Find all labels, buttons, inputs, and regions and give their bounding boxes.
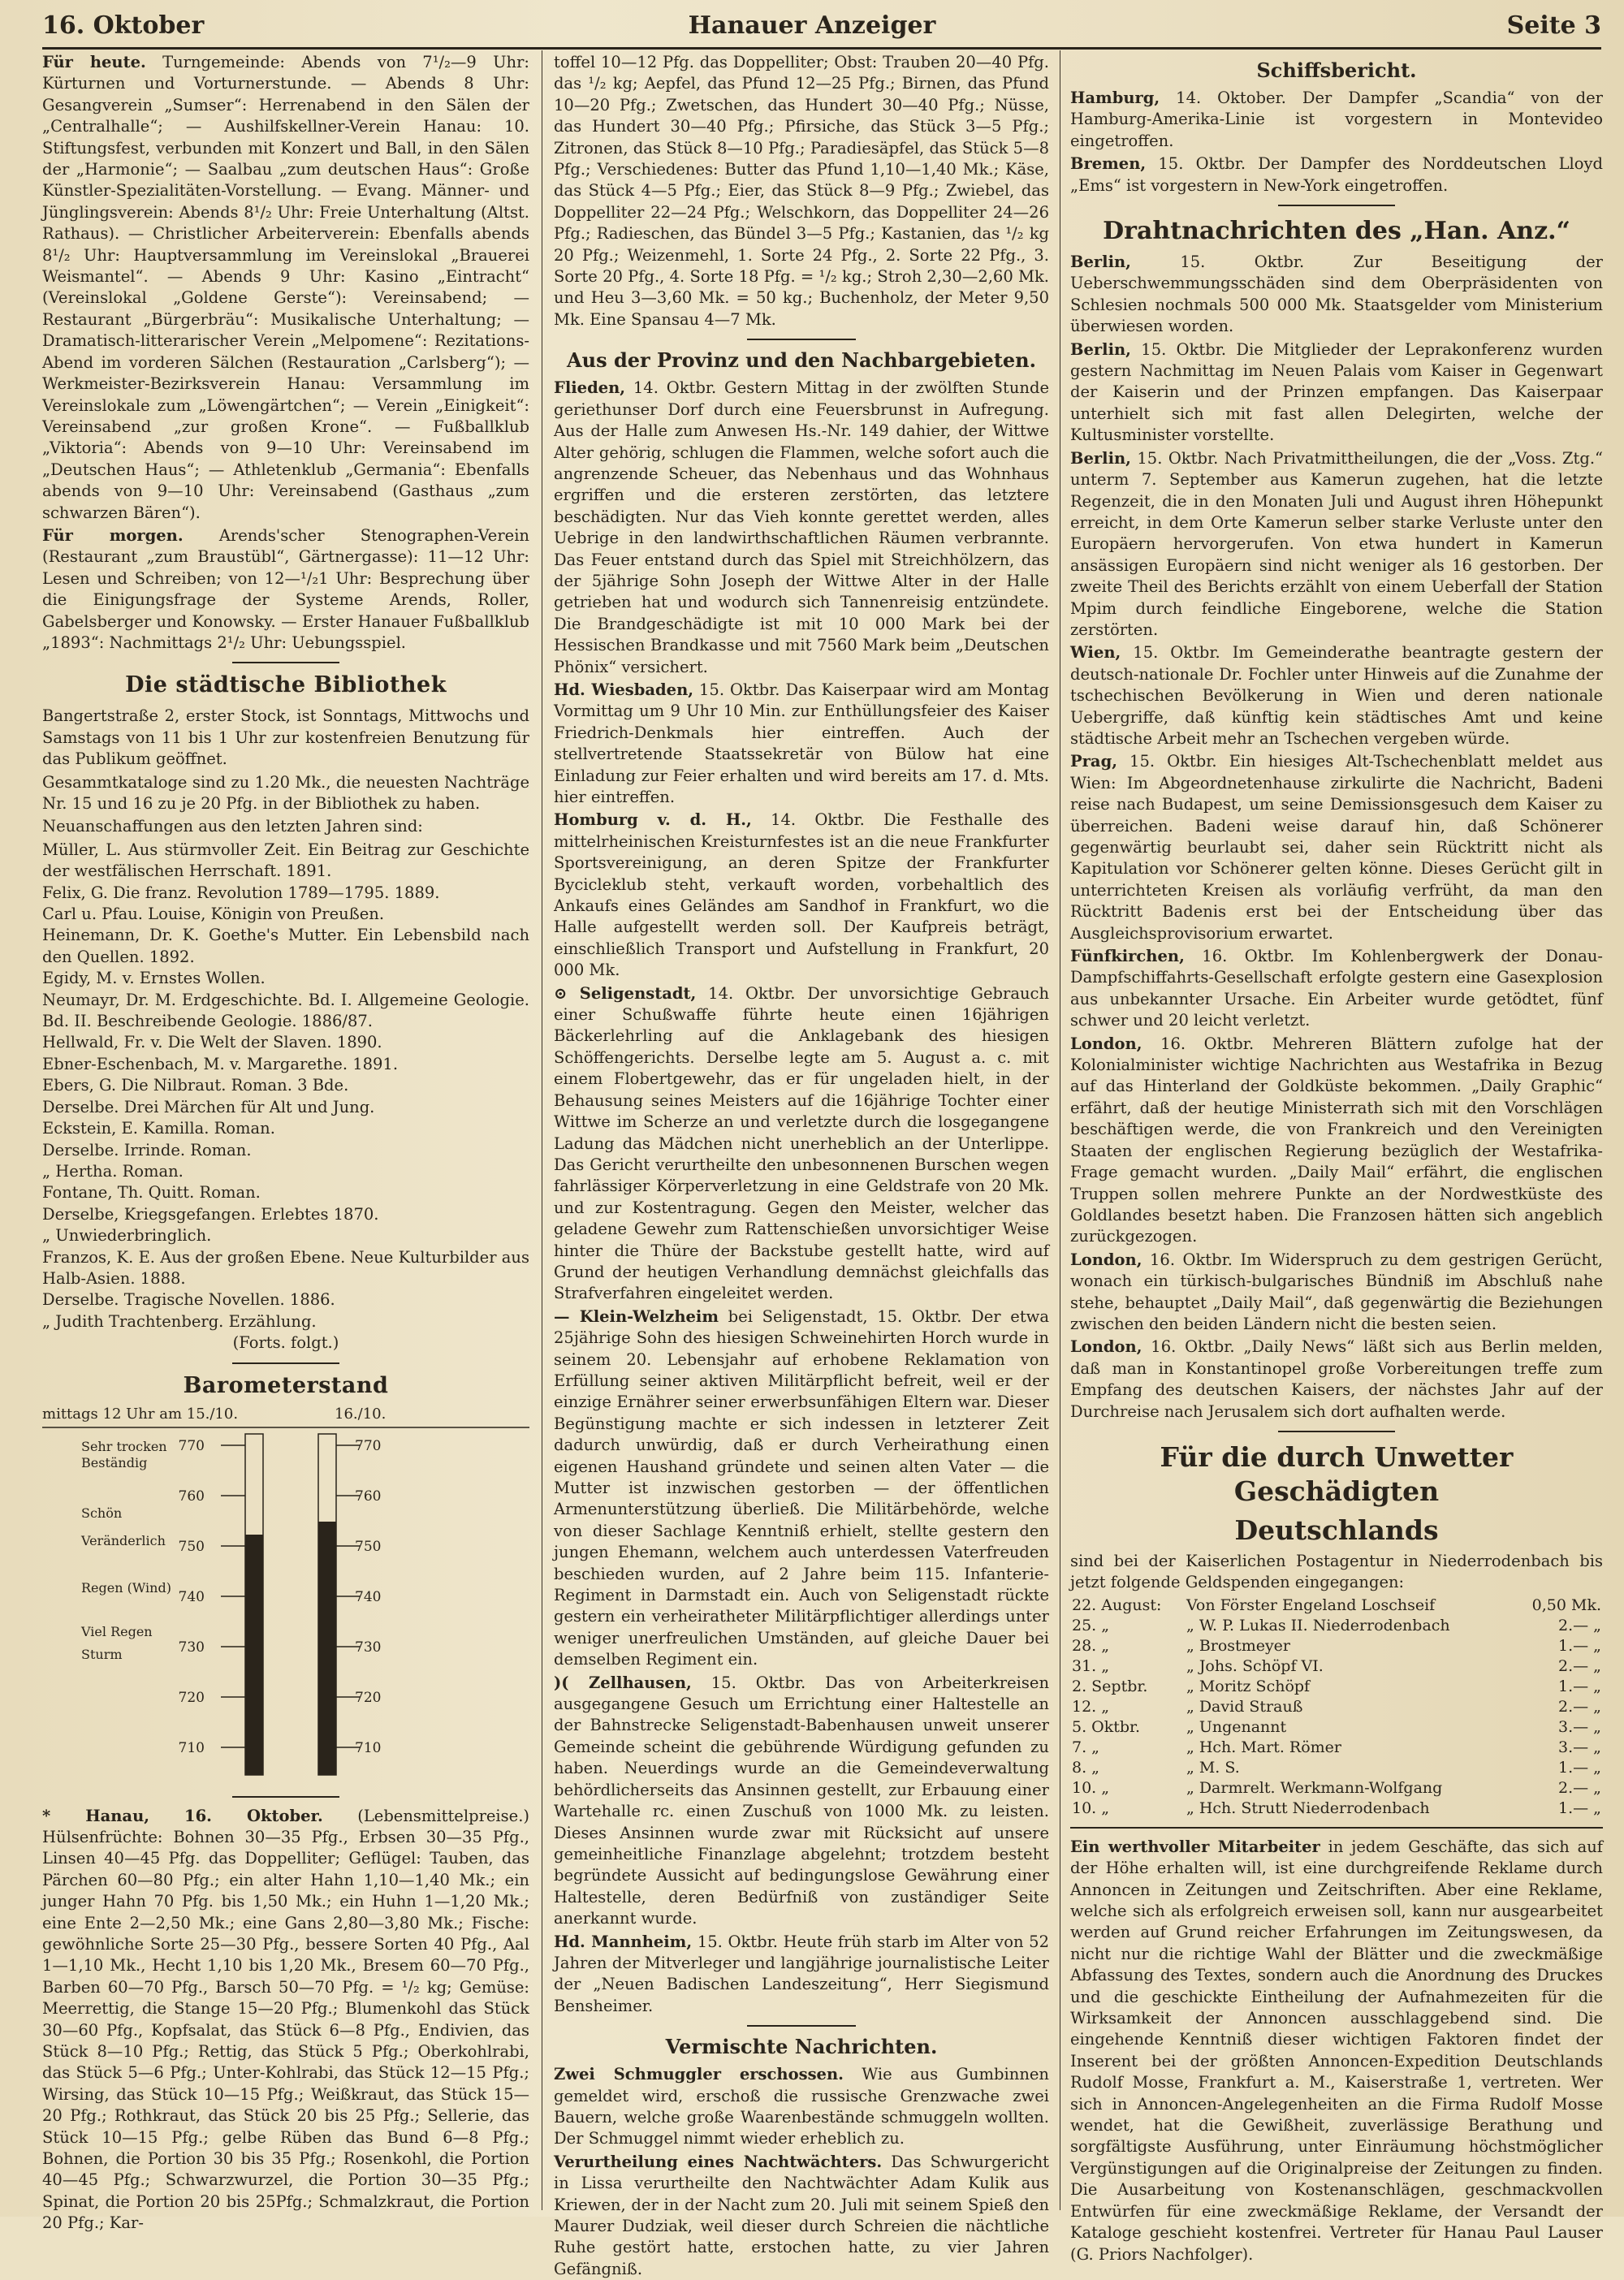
- donation-name: „ W. P. Lukas II. Niederrodenbach: [1186, 1616, 1450, 1634]
- barometer-tick-label: 720: [355, 1689, 382, 1706]
- separator: [1278, 205, 1395, 206]
- book-entry: Franzos, K. E. Aus der großen Ebene. Neue Kulturbilder aus Halb-Asien. 1888.: [42, 1247, 529, 1288]
- donation-date: 25. „: [1072, 1616, 1110, 1634]
- barometer-label: Sturm: [81, 1646, 123, 1662]
- barometer-label: Regen (Wind): [81, 1579, 171, 1596]
- book-entry: Derselbe. Drei Märchen für Alt und Jung.: [42, 1097, 375, 1116]
- book-entry: Felix, G. Die franz. Revolution 1789—1795. 1889.: [42, 883, 440, 902]
- province-heading: Aus der Provinz und den Nachbargebieten.: [567, 348, 1036, 373]
- separator: [232, 1796, 339, 1798]
- donation-table: [1070, 1596, 1603, 1819]
- donation-date: 2. Septbr.: [1072, 1677, 1148, 1695]
- relief-heading-2: Deutschlands: [1234, 1514, 1439, 1546]
- donation-row: [1070, 1636, 1603, 1656]
- book-list: [42, 840, 529, 1332]
- page-date: 16. Oktober: [42, 11, 205, 40]
- separator: [232, 662, 339, 663]
- barometer-tick-label: 750: [178, 1538, 205, 1555]
- book-entry: Ebner-Eschenbach, M. v. Margarethe. 1891.: [42, 1054, 399, 1073]
- donation-row: [1070, 1799, 1603, 1819]
- book-entry: „ Judith Trachtenberg. Erzählung.: [42, 1311, 317, 1331]
- book-entry: Derselbe. Tragische Novellen. 1886.: [42, 1290, 335, 1310]
- barometer-tick-label: 740: [355, 1588, 382, 1605]
- continued-note: (Forts. folgt.): [232, 1333, 339, 1353]
- donation-name: „ Hch. Mart. Römer: [1186, 1738, 1342, 1756]
- article-flieden: Flieden, 14. Oktbr. Gestern Mittag in der zwölften Stunde geriethunser Dorf durch eine Feuersbrunst in Aufregung. Aus der Halle zum Anwesen Hs.-Nr. 149 dahier, der Wittwe Alter gehörig, schlugen die Flammen, welche sofort auch die angrenzende Scheuer, das Nebenhaus und das Wohnhaus ergriffen und die ersteren zerstörten, das letztere beschädigten. Nur das Vieh konnte gerettet werden, alles Uebrige in den landwirthschaftlichen Räumen verbrannte. Das Feuer entstand durch das Spiel mit Streichhölzern, das der 5jährige Sohn Joseph der Wittwe Alter in der Halle getrieben hat und wodurch sich Tannenreisig entzündete. Die Brandgeschädigte ist mit 10 000 Mark bei der Hessischen Brandkasse und mit 7560 Mark beim „Deutschen Phönix“ versichert.: [554, 378, 1049, 676]
- donation-name: „ Moritz Schöpf: [1186, 1677, 1311, 1695]
- barometer-level-15: [245, 1535, 263, 1775]
- donation-date: 22. August:: [1072, 1596, 1162, 1614]
- donation-name: „ Johs. Schöpf VI.: [1186, 1656, 1324, 1675]
- library-catalog: Gesammtkataloge sind zu 1.20 Mk., die neuesten Nachträge Nr. 15 und 16 zu je 20 Pfg. in der Bibliothek zu haben.: [42, 772, 529, 813]
- donation-row: [1070, 1656, 1603, 1677]
- article-klein-welzheim: — Klein-Welzheim bei Seligenstadt, 15. Oktbr. Der etwa 25jährige Sohn des hiesigen Schweinehirten Horch wurde in seinem 20. Lebensjahr auf erhobene Reklamation von Erfüllung seiner aktiven Militärpflicht befreit, weil er der einzige Ernährer seiner erwerbsunfähigen Eltern war. Dieser Begünstigung machte er sich indessen in letzterer Zeit dadurch unwürdig, daß er durch Verheirathung einen eigenen Haushand gründete und seinen alten Vater — die Mutter ist inzwischen gestorben — der öffentlichen Armenunterstützung überließ. Die Militärbehörde, welche von dieser Sachlage Kenntniß erhielt, stellte gestern den jungen Ehemann, welchem auch unterdessen Vaterfreuden beschieden wurden, auf 2 Jahre beim 115. Infanterie-Regiment in Darmstadt ein. Auch von Seligenstadt rückte gestern ein verheiratheter Militärpflichtiger allerdings unter weniger unerfreulichen Umständen, auf gleiche Dauer bei demselben Regiment ein.: [554, 1306, 1049, 1669]
- donation-date: 28. „: [1072, 1636, 1110, 1655]
- barometer-tick-label: 730: [178, 1639, 205, 1656]
- barometer-tick-label: 720: [178, 1689, 205, 1706]
- donation-amount: 2.— „: [1557, 1656, 1601, 1675]
- donation-name: „ M. S.: [1186, 1758, 1240, 1777]
- separator: [232, 1362, 339, 1364]
- relief-intro: sind bei der Kaiserlichen Postagentur in Niederrodenbach bis jetzt folgende Geldspenden eingegangen:: [1070, 1551, 1603, 1592]
- donation-date: 8. „: [1072, 1758, 1100, 1777]
- wire-london-1: London, 16. Oktbr. Mehreren Blättern zufolge hat der Kolonialminister wichtige Nachrichten aus Westafrika in Bezug auf das Hinterland der Goldküste bekommen. „Daily Graphic“ erfährt, daß der heutige Ministerrath sich mit den Vorschlägen beschäftigen werde, die von Frankreich und den Vereinigten Staaten der englischen Regierung bezüglich der Westafrika-Frage gemacht wurden. „Daily Mail“ erfährt, die englischen Truppen sollen mehrere Punkte an der Nordwestküste des Goldlandes besetzt haben. Die Franzosen hätten sich angeblich zurückgezogen.: [1070, 1034, 1603, 1246]
- wire-prague: Prag, 15. Oktbr. Ein hiesiges Alt-Tschechenblatt meldet aus Wien: Im Abgeordnetenhause zirkulirte die Nachricht, Badeni reise nach Budapest, um seine Demissionsgesuch dem Kaiser zu überreichen. Badeni weise darauf hin, daß Schönerer gegenwärtig beurlaubt sei, daher sein Rücktritt nicht als Kapitulation vor Schönerer gelten könne. Dieses Gerücht gilt in unterrichteten Kreisen als vorläufig verfrüht, da man den Rücktritt Badenis erst bei der Entscheidung über das Ausgleichsprovisorium erwartet.: [1070, 752, 1604, 943]
- hanau-prices: * Hanau, 16. Oktober. (Lebensmittelpreise.) Hülsenfrüchte: Bohnen 30—35 Pfg., Erbsen 30—35 Pfg., Linsen 40—45 Pfg. das Doppelliter; Geflügel: Tauben, das Pärchen 60—80 Pfg.; ein alter Hahn 1,10—1,40 Mk.; ein junger Hahn 70 Pfg. bis 1,50 Mk.; ein Huhn 1—1,20 Mk.; eine Ente 2—2,50 Mk.; eine Gans 2,80—3,80 Mk.; Fische: gewöhnliche Sorte 25—30 Pfg., bessere Sorten 40 Pfg., Aal 1—1,10 Mk., Hecht 1,10 bis 1,20 Mk., Bresem 60—70 Pfg., Barben 60—70 Pfg., Barsch 50—70 Pfg. = ¹/₂ kg; Gemüse: Meerrettig, die Stange 15—20 Pfg.; Blumenkohl das Stück 30—60 Pfg., Kopfsalat, das Stück 6—8 Pfg., Endivien, das Stück 8—10 Pfg.; Rettig, das Stück 5 Pfg.; Oberkohlrabi, das Stück 5—6 Pfg.; Unter-Kohlrabi, das Stück 12—15 Pfg.; Wirsing, das Stück 10—15 Pfg.; Weißkraut, das Stück 15—20 Pfg.; Rothkraut, das Stück 20 bis 25 Pfg.; Sellerie, das Stück 10—15 Pfg.; gelbe Rüben das Bund 6—8 Pfg.; Bohnen, die Portion 30 bis 35 Pfg.; Rosenkohl, die Portion 40—45 Pfg.; Schwarzwurzel, die Portion 30—35 Pfg.; Spinat, die Portion 20 bis 25Pfg.; Schmalzkraut, die Portion 20 Pfg.; Kar-: [42, 1806, 530, 2233]
- donation-row: [1070, 1717, 1603, 1738]
- book-entry: Neumayr, Dr. M. Erdgeschichte. Bd. I. Allgemeine Geologie. Bd. II. Beschreibende Geologie. 1886/87.: [42, 990, 529, 1031]
- book-entry: Derselbe. Irrinde. Roman.: [42, 1140, 252, 1159]
- barometer-tick-label: 710: [355, 1739, 382, 1756]
- barometer-head-left: mittags 12 Uhr am 15./10.: [42, 1405, 239, 1423]
- donation-row: [1070, 1778, 1603, 1799]
- column-middle: [554, 52, 1050, 2278]
- donation-date: 31. „: [1072, 1656, 1110, 1675]
- book-entry: Fontane, Th. Quitt. Roman.: [42, 1183, 261, 1203]
- book-entry: Derselbe, Kriegsgefangen. Erlebtes 1870.: [42, 1204, 379, 1224]
- barometer-tick-label: 730: [355, 1639, 382, 1656]
- donation-date: 10. „: [1072, 1778, 1110, 1797]
- donation-amount: 0,50 Mk.: [1531, 1596, 1601, 1614]
- donation-row: [1070, 1738, 1603, 1758]
- barometer-heading: Barometerstand: [183, 1372, 389, 1398]
- separator: [747, 339, 856, 340]
- donation-amount: 1.— „: [1557, 1677, 1601, 1695]
- barometer-tick-label: 770: [178, 1437, 205, 1454]
- page-number: Seite 3: [1506, 11, 1601, 40]
- masthead: Hanauer Anzeiger: [688, 11, 936, 40]
- book-entry: Carl u. Pfau. Louise, Königin von Preußen.: [42, 905, 385, 924]
- barometer-level-16: [318, 1522, 336, 1775]
- relief-heading: Für die durch Unwetter Geschädigten: [1160, 1440, 1514, 1507]
- barometer-tick-label: 760: [178, 1488, 205, 1505]
- prices-continued: toffel 10—12 Pfg. das Doppelliter; Obst: Trauben 20—40 Pfg. das ¹/₂ kg; Aepfel, das Pfund 12—25 Pfg.; Birnen, das Pfund 10—20 Pfg.; Zwetschen, das Hundert 30—40 Pfg.; Nüsse, das Hundert 30—40 Pfg.; Pfirsiche, das Stück 3—5 Pfg.; Zitronen, das Stück 8—10 Pfg.; Paradiesäpfel, das Stück 5—8 Pfg.; Verschiedenes: Butter das Pfund 1,10—1,40 Mk.; Käse, das Stück 4—5 Pfg.; Eier, das Stück 8—9 Pfg.; Zwiebel, das Doppelliter 22—24 Pfg.; Welschkorn, das Doppelliter 24—26 Pfg.; Radieschen, das Bündel 3—5 Pfg.; Kastanien, das ¹/₂ kg 20 Pfg.; Weizenmehl, 1. Sorte 24 Pfg., 2. Sorte 22 Pfg., 3. Sorte 20 Pfg., 4. Sorte 18 Pfg. = ¹/₂ kg.; Stroh 2,30—2,60 Mk. und Heu 3—3,60 Mk. = 50 kg.; Buchenholz, der Meter 9,50 Mk. Eine Spansau 4—7 Mk.: [554, 53, 1049, 329]
- wire-berlin-2: Berlin, 15. Oktbr. Die Mitglieder der Leprakonferenz wurden gestern Nachmittag im Neuen Palais vom Kaiser in Gegenwart der Kaiserin und der Prinzen empfangen. Das Kaiserpaar unterhielt sich mit fast allen Delegirten, welche der Kultusminister vorstellte.: [1070, 339, 1603, 445]
- shipping-heading: Schiffsbericht.: [1256, 58, 1417, 82]
- article-smugglers: Zwei Schmuggler erschossen. Wie aus Gumbinnen gemeldet wird, erschoß die russische Grenzwache zwei Bauern, welche große Waarenbestände schmuggeln wollten. Der Schmuggel nimmt wieder erheblich zu.: [554, 2065, 1049, 2148]
- book-entry: Heinemann, Dr. K. Goethe's Mutter. Ein Lebensbild nach den Quellen. 1892.: [42, 926, 529, 966]
- donation-amount: 3.— „: [1557, 1738, 1601, 1756]
- donation-name: „ Darmrelt. Werkmann-Wolfgang: [1186, 1778, 1443, 1797]
- separator: [747, 2025, 856, 2027]
- donation-amount: 1.— „: [1557, 1636, 1601, 1655]
- barometer-head-right: 16./10.: [335, 1405, 387, 1423]
- separator: [1070, 1827, 1603, 1829]
- article-zellhausen: )( Zellhausen, 15. Oktbr. Das von Arbeiterkreisen ausgegangene Gesuch um Errichtung einer Haltestelle an der Bahnstrecke Seligenstadt-Babenhausen unweit unserer Gemeinde scheint die gebührende Würdigung gefunden zu haben. Neuerdings wurde an die Gemeindeverwaltung behördlicherseits das Ansinnen gestellt, zur Erbauung einer Wartehalle rc. einen Zuschuß von 1000 Mk. zu leisten. Dieses Ansinnen wurde zwar mit Rücksicht auf unsere gemeinheitliche Finanzlage abgelehnt; trotzdem besteht begründete Aussicht auf bedingungslose Gewährung einer Haltestelle, deren Bedürfniß von zuständiger Seite anerkannt wurde.: [554, 1673, 1049, 1928]
- barometer-label: Viel Regen: [81, 1623, 153, 1639]
- donation-row: [1070, 1596, 1603, 1616]
- article-homburg: Homburg v. d. H., 14. Oktbr. Die Festhalle des mittelrheinischen Kreisturnfestes ist an die neue Frankfurter Sportsvereinigung, an deren Spitze der Frankfurter Bycicleklub steht, verkauft worden, vorbehaltlich des Ankaufs eines Geländes am Sandhof in Frankfurt, wo die Halle aufgestellt werden soll. Der Kaufpreis beträgt, einschließlich Transport und Aufstellung in Frankfurt, 20 000 Mk.: [554, 810, 1050, 980]
- donation-amount: 2.— „: [1557, 1697, 1601, 1716]
- donation-name: Von Förster Engeland Loschseif: [1186, 1596, 1436, 1614]
- article-wiesbaden: Hd. Wiesbaden, 15. Oktbr. Das Kaiserpaar wird am Montag Vormittag um 9 Uhr 10 Min. zur Enthüllungsfeier des Kaiser Friedrich-Denkmals hier eintreffen. Auch der stellvertretende Staatssekretär von Bülow hat eine Einladung zur Feier erhalten und wird bereits am 17. d. Mts. hier eintreffen.: [554, 680, 1049, 806]
- book-entry: Hellwald, Fr. v. Die Welt der Slaven. 1890.: [42, 1033, 382, 1052]
- donation-amount: 1.— „: [1557, 1758, 1601, 1777]
- donation-row: [1070, 1758, 1603, 1778]
- donation-amount: 2.— „: [1557, 1778, 1601, 1797]
- library-intro: Bangertstraße 2, erster Stock, ist Sonntags, Mittwochs und Samstags von 11 bis 1 Uhr zur kostenfreien Benutzung für das Publikum geöffnet.: [42, 706, 529, 769]
- donation-amount: 3.— „: [1557, 1717, 1601, 1736]
- book-entry: Egidy, M. v. Ernstes Wollen.: [42, 969, 266, 988]
- donation-row: [1070, 1677, 1603, 1697]
- donation-date: 12. „: [1072, 1697, 1110, 1716]
- book-entry: Müller, L. Aus stürmvoller Zeit. Ein Beitrag zur Geschichte der westfälischen Herrschaft. 1891.: [42, 840, 529, 881]
- article-night-watchman: Verurtheilung eines Nachtwächters. Das Schwurgericht in Lissa verurtheilte den Nachtwächter Adam Kulik aus Kriewen, der in der Nacht zum 20. Juli mit seinem Spieß den Maurer Dudziak, weil dieser durch Schreien die nächtliche Ruhe gestört hatte, erstochen hatte, zu vier Jahren Gefängniß.: [554, 2152, 1049, 2278]
- barometer-label: Beständig: [81, 1454, 148, 1470]
- column-right: [1070, 52, 1604, 2264]
- barometer-chart: [42, 1406, 529, 1788]
- wire-berlin-3: Berlin, 15. Oktbr. Nach Privatmittheilungen, die der „Voss. Ztg.“ unterm 7. September aus Kamerun zugehen, hat die letzte Regenzeit, die in den Monaten Juli und August ihren Höhepunkt erreicht, in dem Orte Kamerun selber starke Verluste unter den Europäern hervorgerufen. Von etwa hundert in Kamerun ansässigen Europäern sind nicht weniger als 16 gestorben. Der zweite Theil des Berichts erzählt von einem Ueberfall der Station Mpim durch feindliche Eingeborene, welche die Station zerstörten.: [1070, 448, 1604, 639]
- wire-london-3: London, 16. Oktbr. „Daily News“ läßt sich aus Berlin melden, daß man in Konstantinopel große Vorbereitungen treffe zum Empfang des deutschen Kaisers, der nächstes Jahr auf der Durchreise nach Jerusalem sich dort aufhalten werde.: [1070, 1337, 1603, 1421]
- article-seligenstadt: ⊙ Seligenstadt, 14. Oktbr. Der unvorsichtige Gebrauch einer Schußwaffe führte heute einen 16jährigen Bäckerlehrling auf die Anklagebank des hiesigen Schöffengerichts. Derselbe legte am 5. August a. c. mit einem Flobertgewehr, das er für ungeladen hielt, in der Behausung seines Meisters auf die 16jährige Tochter einer Wittwe im Scherze an und verletzte durch die losgegangene Ladung das Mädchen nicht unerheblich an der Unterlippe. Das Gericht verurtheilte den unbesonnenen Burschen wegen fahrlässiger Körperverletzung in eine Geldstrafe von 20 Mk. und zur Kostentragung. Gegen den Meister, welcher das geladene Gewehr zum Rattenschießen unvorsichtiger Weise hinter die Thüre der Backstube gestellt hatte, wird auf Grund der heutigen Verhandlung demnächst gleichfalls das Strafverfahren eingeleitet werden.: [554, 983, 1050, 1303]
- barometer-tick-label: 760: [355, 1488, 382, 1505]
- barometer-label: Sehr trocken: [81, 1438, 167, 1454]
- library-new: Neuanschaffungen aus den letzten Jahren sind:: [42, 817, 423, 836]
- donation-name: „ Brostmeyer: [1186, 1636, 1291, 1655]
- events-today: Für heute. Turngemeinde: Abends von 7¹/₂—9 Uhr: Kürturnen und Vorturnerstunde. — Abends 8 Uhr: Gesangverein „Sumser“: Herrenabend in den Sälen der „Centralhalle“; — Aushilfskellner-Verein Hanau: 10. Stiftungsfest, verbunden mit Konzert und Ball, in den Sälen der „Harmonie“; — Saalbau „zum deutschen Haus“: Große Künstler-Spezialitäten-Vorstellung. — Evang. Männer- und Jünglingsverein: Abends 8¹/₂ Uhr: Freie Unterhaltung (Altst. Rathaus). — Christlicher Arbeiterverein: Ebenfalls abends 8¹/₂ Uhr: Hauptversammlung im Vereinslokal „Brauerei Weismantel“. — Abends 9 Uhr: Kasino „Eintracht“ (Vereinslokal „Goldene Gerste“): Vereinsabend; — Restaurant „Bürgerbräu“: Musikalische Unterhaltung; — Dramatisch-litterarischer Verein „Melpomene“: Rezitations-Abend im vorderen Sälchen (Restauration „Carlsberg“); — Werkmeister-Bezirksverein Hanau: Versammlung im Vereinslokale zum „Löwengärtchen“; — Verein „Einigkeit“: Vereinsabend „zur großen Krone“. — Fußballklub „Viktoria“: Abends von 9—10 Uhr: Vereinsabend im „Deutschen Haus“; — Athletenklub „Germania“: Ebenfalls abends von 9—10 Uhr: Vereinsabend (Gasthaus „zum schwarzen Bären“).: [42, 53, 529, 522]
- wire-fuenfkirchen: Fünfkirchen, 16. Oktbr. Im Kohlenbergwerk der Donau-Dampfschiffahrts-Gesellschaft erfolgte gestern eine Gasexplosion aus unbekannter Ursache. Ein Arbeiter wurde getödtet, fünf schwer und 20 leicht verletzt.: [1070, 947, 1603, 1030]
- misc-heading: Vermischte Nachrichten.: [665, 2035, 938, 2059]
- wire-berlin-1: Berlin, 15. Oktbr. Zur Beseitigung der Ueberschwemmungsschäden sind dem Oberpräsidenten von Schlesien nochmals 500 000 Mk. Staatsgelder vom Ministerium überwiesen worden.: [1070, 253, 1603, 336]
- barometer-tick-label: 710: [178, 1739, 205, 1756]
- barometer-tick-label: 770: [355, 1437, 382, 1454]
- wire-london-2: London, 16. Oktbr. Im Widerspruch zu dem gestrigen Gerücht, wonach ein türkisch-bulgarisches Bündniß im Abschluß nahe stehe, behauptet „Daily Mail“, daß gegenwärtig die Beziehungen zwischen den beiden Ländern nicht die besten seien.: [1070, 1250, 1604, 1333]
- advert-mosse: Ein werthvoller Mitarbeiter in jedem Geschäfte, das sich auf der Höhe erhalten will, ist eine durchgreifende Reklame durch Annoncen in Zeitungen und Zeitschriften. Aber eine Reklame, welche sich als erfolgreich erweisen soll, kann nur ausgearbeitet werden auf Grund reicher Erfahrungen im Zeitungswesen, da nicht nur die richtige Wahl der Blätter und die zweckmäßige Abfassung des Textes, sondern auch die Anordnung des Druckes und die geschickte Eintheilung der Aufnahmezeiten für die Wirksamkeit der Annoncen ausschlaggebend sind. Die eingehende Kenntniß dieser wichtigen Faktoren findet der Inserent bei der größten Annoncen-Expedition Deutschlands Rudolf Mosse, Frankfurt a. M., Kaiserstraße 1, vertreten. Wer sich in Annoncen-Angelegenheiten an die Firma Rudolf Mosse wendet, hat die Gewißheit, zuverlässige Berathung und sorgfältigste Ausführung, unter Einräumung höchstmöglicher Vergünstigungen auf die Originalpreise der Zeitungen zu finden. Die Ausarbeitung von Kostenanschlägen, geschmackvollen Entwürfen für eine zweckmäßige Reklame, der Versandt der Kataloge geschieht kostenfrei. Vertreter für Hanau Paul Lauser (G. Priors Nachfolger).: [1070, 1837, 1603, 2264]
- book-entry: Eckstein, E. Kamilla. Roman.: [42, 1119, 275, 1138]
- wire-news-heading: Drahtnachrichten des „Han. Anz.“: [1103, 217, 1570, 246]
- donation-date: 10. „: [1072, 1799, 1110, 1817]
- donation-row: [1070, 1697, 1603, 1717]
- header-rule: [42, 47, 1601, 50]
- donation-amount: 1.— „: [1557, 1799, 1601, 1817]
- separator: [1278, 1431, 1395, 1432]
- donation-amount: 2.— „: [1557, 1616, 1601, 1634]
- library-heading: Die städtische Bibliothek: [125, 672, 447, 698]
- donation-row: [1070, 1616, 1603, 1636]
- donation-name: „ David Strauß: [1186, 1697, 1303, 1716]
- column-left: [42, 52, 530, 2233]
- donation-date: 7. „: [1072, 1738, 1100, 1756]
- wire-vienna: Wien, 15. Oktbr. Im Gemeinderathe beantragte gestern der deutsch-nationale Dr. Fochler unter Hinweis auf die Zunahme der tschechischen Bevölkerung in Wien und deren nationale Uebergriffe, daß künftig kein städtisches Amt und keine städtische Arbeit mehr an Tschechen vergeben würde.: [1070, 643, 1603, 748]
- book-entry: „ Hertha. Roman.: [42, 1161, 184, 1181]
- barometer-tick-label: 740: [178, 1588, 205, 1605]
- donation-name: „ Ungenannt: [1186, 1717, 1287, 1736]
- article-mannheim: Hd. Mannheim, 15. Oktbr. Heute früh starb im Alter von 52 Jahren der Mitverleger und langjährige journalistische Leiter der „Neuen Badischen Landeszeitung“, Herr Siegismund Bensheimer.: [554, 1932, 1049, 2015]
- book-entry: Ebers, G. Die Nilbraut. Roman. 3 Bde.: [42, 1076, 349, 1095]
- barometer-label: Veränderlich: [81, 1532, 166, 1548]
- donation-name: „ Hch. Strutt Niederrodenbach: [1186, 1799, 1430, 1817]
- barometer-tick-label: 750: [355, 1538, 382, 1555]
- ship-hamburg: Hamburg, 14. Oktober. Der Dampfer „Scandia“ von der Hamburg-Amerika-Linie ist vorgestern in Montevideo eingetroffen.: [1070, 89, 1603, 150]
- ship-bremen: Bremen, 15. Oktbr. Der Dampfer des Norddeutschen Lloyd „Ems“ ist vorgestern in New-York eingetroffen.: [1070, 154, 1604, 195]
- book-entry: „ Unwiederbringlich.: [42, 1226, 212, 1246]
- events-tomorrow: Für morgen. Arends'scher Stenographen-Verein (Restaurant „zum Braustübl“, Gärtnergasse): 11—12 Uhr: Lesen und Schreiben; von 12—¹/₂1 Uhr: Besprechung über die Einigungsfrage der Systeme Arends, Roller, Gabelsberger und Konowsky. — Erster Hanauer Fußballklub „1893“: Nachmittags 2¹/₂ Uhr: Uebungsspiel.: [42, 525, 529, 652]
- barometer-label: Schön: [81, 1505, 123, 1521]
- donation-date: 5. Oktbr.: [1072, 1717, 1141, 1736]
